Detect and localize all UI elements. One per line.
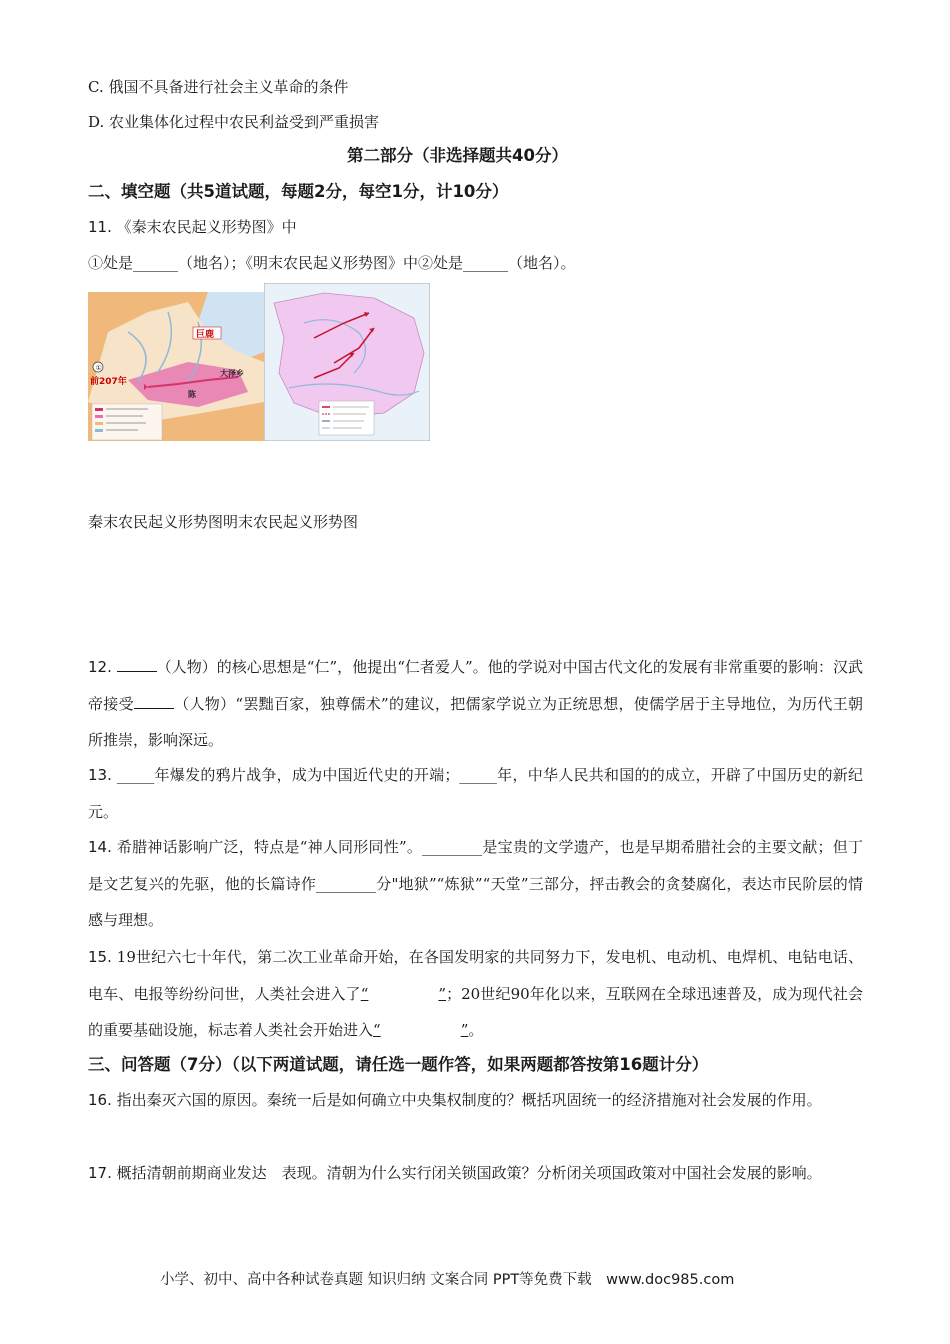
page-footer: 小学、初中、高中各种试卷真题 知识归纳 文案合同 PPT等免费下载 www.doc985.com [160, 1272, 735, 1288]
question-text: 概括清朝前期商业发达 表现。清朝为什么实行闭关锁国政策？分析闭关项国政策对中国社会发展的影响。 [116, 1164, 822, 1182]
question-text-part1: （人物）的核心思想是“仁”，他提出“仁者爱人”。他的学说对中国古代文化的发展有非常重要的影响：汉武帝接受 [88, 658, 863, 713]
uprising-maps [88, 283, 430, 441]
question-number: 17. [88, 1164, 112, 1182]
answer-blank[interactable]: “ ” [360, 984, 447, 1003]
question-17 [88, 1155, 863, 1192]
answer-blank[interactable]: “ ” [373, 1021, 469, 1039]
question-number: 12. [88, 658, 112, 676]
question-text-part2: ；20世纪90年化以来，互联网在全球迅速普及，成为现代社会的重要基础设施，标志着人类社会开始进入 [88, 984, 863, 1039]
question-text: 《秦末农民起义形势图》中 [116, 218, 297, 236]
question-text: 希腊神话影响广泛，特点是“神人同形同性”。________是宝贵的文学遗产，也是早期希腊社会的主要文献；但丁是文艺复兴的先驱，他的长篇诗作________分"地狱”“炼狱”“天堂”三部分，抨击教会的贪婪腐化，表达市民阶层的情感与理想。 [88, 838, 863, 929]
qin-uprising-map [88, 292, 264, 441]
map-legend [319, 401, 374, 435]
question-text-part1: 19世纪六七十年代，第二次工业革命开始，在各国发明家的共同努力下，发电机、电动机、电焊机、电钻电话、电车、电报等纷纷问世，人类社会进入了 [88, 948, 863, 1003]
question-text-part2: （人物）“罢黜百家，独尊儒术”的建议，把儒家学说立为正统思想，使儒学居于主导地位，为历代王朝所推崇，影响深远。 [88, 694, 863, 749]
question-13 [88, 757, 863, 830]
question-16 [88, 1082, 863, 1119]
question-12 [88, 649, 863, 759]
option-d: D. 农业集体化过程中农民利益受到严重损害 [88, 113, 380, 131]
part-two-title: 第二部分（非选择题共40分） [347, 146, 568, 165]
question-number: 15. [88, 948, 112, 966]
question-11-line1 [88, 216, 297, 238]
answer-blank[interactable] [134, 693, 174, 709]
ming-territory [274, 293, 424, 418]
label-chen: 陈 [188, 390, 196, 399]
answer-blank[interactable] [117, 656, 157, 672]
option-c: C. 俄国不具备进行社会主义革命的条件 [88, 78, 349, 96]
question-14 [88, 829, 863, 939]
ming-uprising-map [264, 283, 430, 441]
question-text: _____年爆发的鸦片战争，成为中国近代史的开端；_____年，中华人民共和国的的成立，开辟了中国历史的新纪元。 [88, 766, 863, 821]
question-number: 13. [88, 766, 112, 784]
question-number: 11. [88, 218, 112, 236]
question-number: 16. [88, 1091, 112, 1109]
label-year: 前207年 [90, 377, 127, 387]
section-qa-heading: 三、问答题（7分）（以下两道试题，请任选一题作答，如果两题都答按第16题计分） [88, 1055, 709, 1074]
question-text: 指出秦灭六国的原因。秦统一后是如何确立中央集权制度的？概括巩固统一的经济措施对社会发展的作用。 [116, 1091, 822, 1109]
question-15: 15. 19世纪六七十年代，第二次工业革命开始，在各国发明家的共同努力下，发电机、电动机、电焊机、电钻电话、电车、电报等纷纷问世，人类社会进入了“ ”；20世纪90年化以来，互联网在全球迅速普及，成为现代社会的重要基础设施，标志着人类社会开始进入“ ”。 [88, 948, 863, 1039]
label-dazexiang: 大泽乡 [220, 369, 244, 378]
question-11-line2: ①处是______（地名）；《明末农民起义形势图》中②处是______（地名）。 [88, 254, 576, 272]
section-fill-in-heading: 二、填空题（共5道试题，每题2分，每空1分，计10分） [88, 182, 509, 201]
question-number: 14. [88, 838, 112, 856]
label-1: ① [95, 364, 102, 372]
map-caption: 秦末农民起义形势图明末农民起义形势图 [88, 513, 359, 531]
label-julu: 巨鹿 [196, 330, 215, 340]
